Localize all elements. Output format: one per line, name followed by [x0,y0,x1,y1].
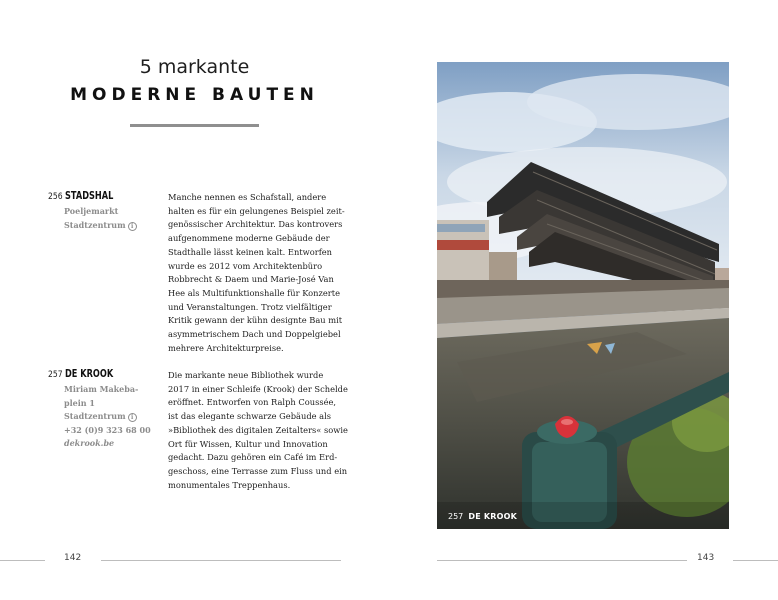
description-line: aufgenommene moderne Gebäude der [168,233,330,244]
page-number-right: 143 [697,553,715,563]
meta-phone: +32 (0)9 323 68 00 [64,424,151,435]
description-line: Die markante neue Bibliothek wurde [168,370,324,380]
description-line: Manche nennen es Schafstall, andere [168,192,327,202]
description-line: Robbrecht & Daem und Marie-José Van [168,274,334,285]
description-line: und Veranstaltungen. Trotz vielfältiger [168,301,332,312]
caption-name: DE KROOK [468,512,518,521]
footer-rule [437,560,687,561]
meta-street: Miriam Makeba- [64,384,139,394]
section-subtitle: 5 markante [139,56,250,78]
description-line: halten es für ein gelungenes Beispiel zeit- [168,205,345,216]
description-line: Hee als Multifunktionshalle für Konzerte [168,287,341,298]
footer-rule [733,560,778,561]
meta-district: Stadtzentrum i [64,410,151,424]
description-line: mehrere Architekturpreise. [168,342,284,353]
footer-rule [0,560,45,561]
description-line: monumentales Treppenhaus. [168,479,291,490]
description-line: 2017 in einer Schleife (Krook) der Schelde [168,383,348,394]
description-line: Kritik gewann der kühn designte Bau mit [168,315,343,326]
description-line: Stadthalle lässt keinen kalt. Entworfen [168,246,333,257]
description-line: »Bibliothek des digitalen Zeitalters« sowie [168,424,348,435]
entry-number: 256 [48,192,63,202]
entry-description [168,369,353,492]
footer-rule [101,560,341,561]
meta-street: Poeljemarkt [64,206,119,216]
meta-website[interactable]: dekrook.be [64,438,115,448]
description-line: ist das elegante schwarze Gebäude als [168,411,332,422]
info-icon[interactable]: i [128,413,137,422]
meta-district: Stadtzentrum i [64,219,137,233]
de-krook-photo [437,62,729,529]
description-line: gedacht. Dazu gehören ein Café im Erd- [168,452,338,463]
description-line: asymmetrischem Dach und Doppelgiebel [168,329,341,340]
entry-description [168,191,353,355]
title-divider [130,124,259,127]
entry-meta [64,205,137,232]
info-icon[interactable]: i [128,222,137,231]
meta-street-number: plein 1 [64,397,95,408]
entry-meta [64,383,151,451]
entry-number: 257 [48,370,63,380]
description-line: geschoss, eine Terrasse zum Fluss und ein [168,465,348,476]
caption-number: 257 [448,512,464,521]
photo-caption [448,512,517,521]
page-number-left: 142 [64,553,82,563]
description-line: Ort für Wissen, Kultur und Innovation [168,438,328,449]
entry-name: STADSHAL [65,190,114,202]
description-line: genössischer Architektur. Das kontrovers [168,219,343,230]
description-line: wurde es 2012 vom Architektenbüro [168,260,323,271]
description-line: eröffnet. Entworfen von Ralph Coussée, [168,397,337,408]
section-title: MODERNE BAUTEN [70,85,319,105]
entry-name: DE KROOK [65,368,114,380]
